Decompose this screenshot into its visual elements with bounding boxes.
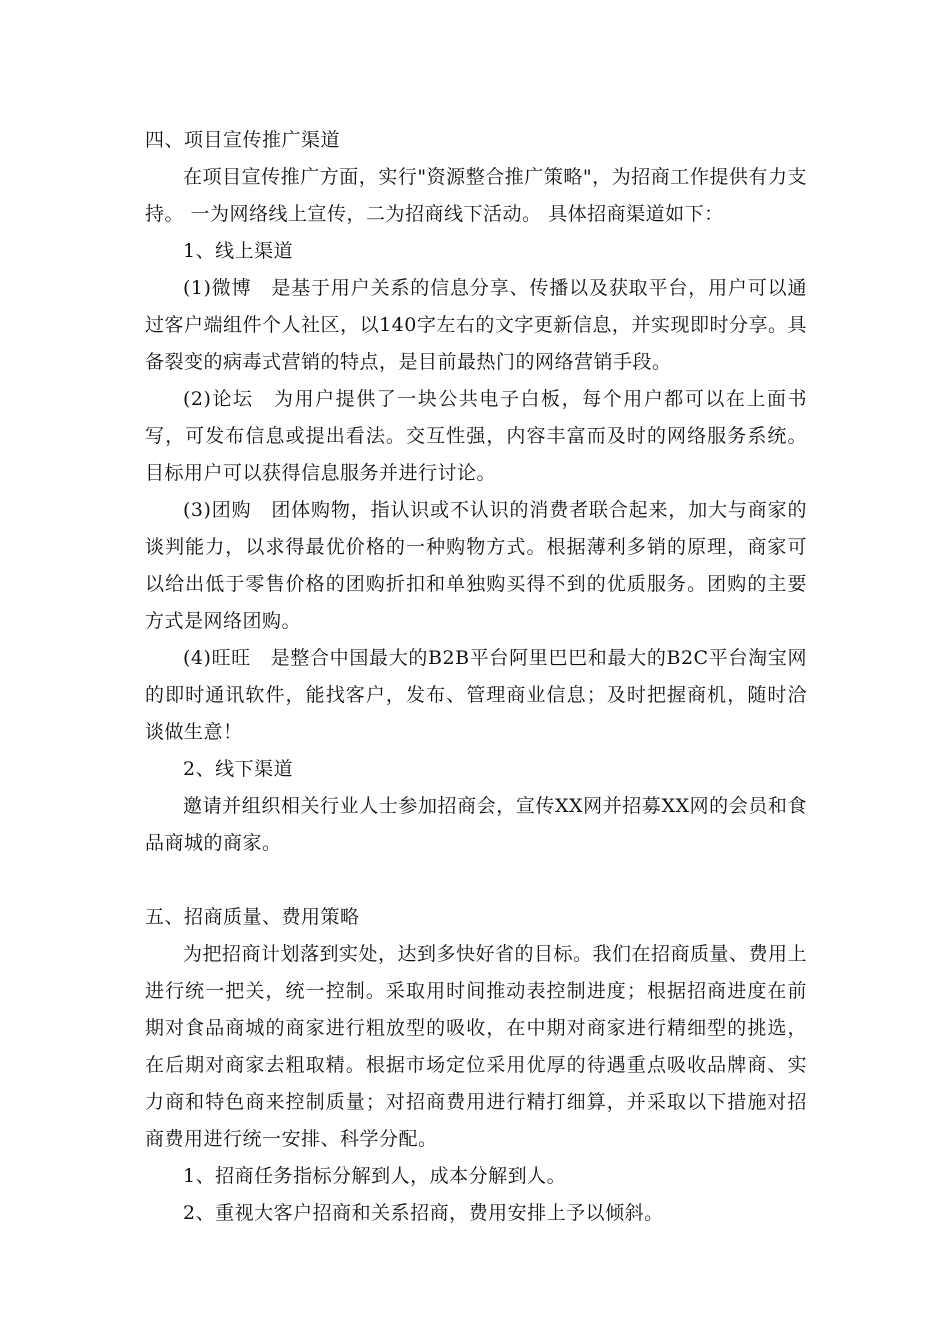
groupbuy-paragraph: (3)团购 团体购物，指认识或不认识的消费者联合起来，加大与商家的谈判能力，以求得最优价格的一种购物方式。根据薄利多销的原理，商家可以给出低于零售价格的团购折扣和单独购买得不到的优质服务。团购的主要方式是网络团购。 [145, 499, 807, 632]
section-5-heading: 五、招商质量、费用策略 [145, 906, 360, 928]
offline-channels-title: 2、线下渠道 [183, 758, 294, 780]
section-4-intro: 在项目宣传推广方面，实行"资源整合推广策略"，为招商工作提供有力支持。 一为网络线上宣传，二为招商线下活动。 具体招商渠道如下： [145, 166, 807, 225]
forum-paragraph: (2)论坛 为用户提供了一块公共电子白板，每个用户都可以在上面书写，可发布信息或提出看法。交互性强，内容丰富而及时的网络服务系统。目标用户可以获得信息服务并进行讨论。 [145, 388, 807, 484]
section-5-intro: 为把招商计划落到实处，达到多快好省的目标。我们在招商质量、费用上进行统一把关，统一控制。采取用时间推动表控制进度；根据招商进度在前期对食品商城的商家进行粗放型的吸收，在中期对商家进行精细型的挑选，在后期对商家去粗取精。根据市场定位采用优厚的待遇重点吸收品牌商、实力商和特色商来控制质量；对招商费用进行精打细算，并采取以下措施对招商费用进行统一安排、科学分配。 [145, 943, 808, 1150]
weibo-paragraph: (1)微博 是基于用户关系的信息分享、传播以及获取平台，用户可以通过客户端组件个人社区，以140字左右的文字更新信息，并实现即时分享。具备裂变的病毒式营销的特点，是目前最热门的网络营销手段。 [145, 277, 807, 373]
wangwang-paragraph: (4)旺旺 是整合中国最大的B2B平台阿里巴巴和最大的B2C平台淘宝网的即时通讯软件，能找客户，发布、管理商业信息；及时把握商机，随时洽谈做生意！ [145, 647, 807, 743]
section-4-heading: 四、项目宣传推广渠道 [145, 129, 341, 151]
section-spacer [145, 862, 807, 899]
measure-item-2: 2、重视大客户招商和关系招商，费用安排上予以倾斜。 [183, 1202, 664, 1224]
offline-channels-text: 邀请并组织相关行业人士参加招商会，宣传XX网并招募XX网的会员和食品商城的商家。 [145, 795, 807, 854]
online-channels-title: 1、线上渠道 [183, 240, 294, 262]
document-body [145, 122, 807, 1232]
measure-item-1: 1、招商任务指标分解到人，成本分解到人。 [183, 1165, 567, 1187]
